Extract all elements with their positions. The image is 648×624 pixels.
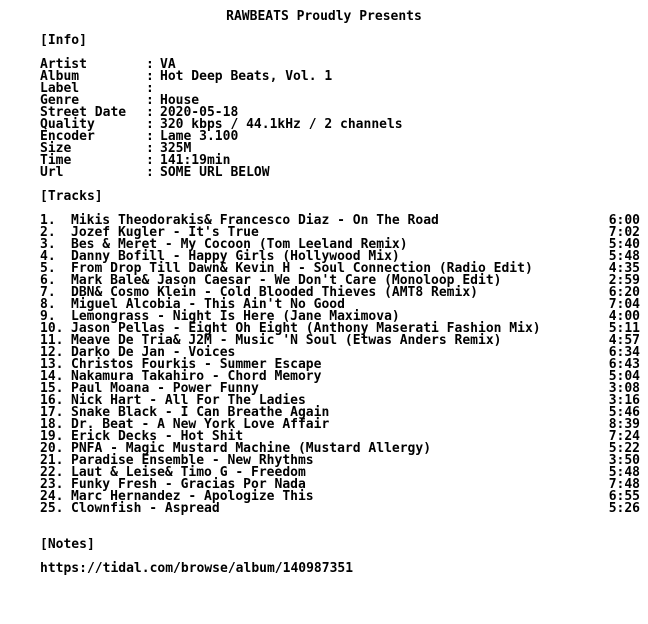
info-value: 325M: [160, 141, 192, 156]
track-number: 8.: [40, 297, 56, 312]
info-value: VA: [160, 57, 176, 72]
track-title: Miguel Alcobia - This Ain't No Good: [71, 297, 345, 312]
track-duration: 4:57: [608, 333, 640, 348]
track-duration: 6:00: [608, 213, 640, 228]
info-separator: :: [146, 117, 154, 132]
track-number: 1.: [40, 213, 56, 228]
info-key: Url: [40, 165, 64, 180]
track-title: Erick Decks - Hot Shit: [71, 429, 244, 444]
track-title: Mikis Theodorakis& Francesco Diaz - On The Road: [71, 213, 439, 228]
track-title: Dr. Beat - A New York Love Affair: [71, 417, 330, 432]
track-title: PNFA - Magic Mustard Machine (Mustard Allergy): [71, 441, 432, 456]
track-number: 25.: [40, 501, 64, 516]
info-key: Artist: [40, 57, 87, 72]
info-value: Hot Deep Beats, Vol. 1: [160, 69, 333, 84]
tracks-heading: [Tracks]: [40, 189, 103, 204]
track-duration: 7:24: [608, 429, 640, 444]
track-number: 22.: [40, 465, 64, 480]
track-duration: 6:20: [608, 285, 640, 300]
track-number: 3.: [40, 237, 56, 252]
track-duration: 3:50: [608, 453, 640, 468]
track-list: [40, 215, 640, 515]
info-table: [40, 59, 403, 179]
info-separator: :: [146, 165, 154, 180]
track-number: 6.: [40, 273, 56, 288]
info-separator: :: [146, 105, 154, 120]
info-separator: :: [146, 69, 154, 84]
track-duration: 5:11: [608, 321, 640, 336]
info-row-encoder: [40, 131, 403, 143]
track-number: 12.: [40, 345, 64, 360]
track-duration: 3:08: [608, 381, 640, 396]
track-title: DBN& Cosmo Klein - Cold Blooded Thieves (AMT8 Remix): [71, 285, 478, 300]
track-title: Marc Hernandez - Apologize This: [71, 489, 314, 504]
info-row-url: [40, 167, 403, 179]
notes-url: https://tidal.com/browse/album/140987351: [40, 561, 354, 576]
info-value: SOME URL BELOW: [160, 165, 270, 180]
track-duration: 7:02: [608, 225, 640, 240]
info-value: 141:19min: [160, 153, 231, 168]
track-number: 11.: [40, 333, 64, 348]
track-number: 7.: [40, 285, 56, 300]
track-number: 18.: [40, 417, 64, 432]
track-title: Meave De Tria& J2M - Music 'N Soul (Etwas Anders Remix): [71, 333, 502, 348]
track-number: 13.: [40, 357, 64, 372]
info-key: Time: [40, 153, 72, 168]
track-duration: 2:59: [608, 273, 640, 288]
info-separator: :: [146, 81, 154, 96]
info-value: House: [160, 93, 200, 108]
track-number: 2.: [40, 225, 56, 240]
track-number: 4.: [40, 249, 56, 264]
track-number: 9.: [40, 309, 56, 324]
track-duration: 5:48: [608, 249, 640, 264]
track-title: Nick Hart - All For The Ladies: [71, 393, 306, 408]
track-title: Funky Fresh - Gracias Por Nada: [71, 477, 306, 492]
track-title: Paul Moana - Power Funny: [71, 381, 259, 396]
notes-heading: [Notes]: [40, 537, 95, 552]
info-key: Genre: [40, 93, 80, 108]
track-duration: 7:04: [608, 297, 640, 312]
info-value: 320 kbps / 44.1kHz / 2 channels: [160, 117, 403, 132]
info-key: Quality: [40, 117, 95, 132]
info-key: Album: [40, 69, 80, 84]
track-duration: 4:00: [608, 309, 640, 324]
track-title: Jozef Kugler - It's True: [71, 225, 259, 240]
track-duration: 8:39: [608, 417, 640, 432]
track-title: Lemongrass - Night Is Here (Jane Maximova): [71, 309, 400, 324]
track-title: Darko De Jan - Voices: [71, 345, 236, 360]
track-duration: 5:40: [608, 237, 640, 252]
info-value: Lame 3.100: [160, 129, 239, 144]
track-title: Nakamura Takahiro - Chord Memory: [71, 369, 322, 384]
info-separator: :: [146, 57, 154, 72]
info-row-album: [40, 71, 403, 83]
info-value: 2020-05-18: [160, 105, 239, 120]
track-number: 16.: [40, 393, 64, 408]
info-key: Size: [40, 141, 72, 156]
info-row-label: [40, 83, 403, 95]
track-duration: 6:55: [608, 489, 640, 504]
track-title: Paradise Ensemble - New Rhythms: [71, 453, 314, 468]
track-number: 15.: [40, 381, 64, 396]
track-title: Danny Bofill - Happy Girls (Hollywood Mix): [71, 249, 400, 264]
track-duration: 5:46: [608, 405, 640, 420]
info-separator: :: [146, 129, 154, 144]
info-key: Label: [40, 81, 80, 96]
info-key: Street Date: [40, 105, 127, 120]
track-title: Christos Fourkis - Summer Escape: [71, 357, 322, 372]
track-duration: 5:22: [608, 441, 640, 456]
document-title: RAWBEATS Proudly Presents: [226, 9, 422, 24]
track-title: Snake Black - I Can Breathe Again: [71, 405, 330, 420]
track-number: 5.: [40, 261, 56, 276]
track-number: 10.: [40, 321, 64, 336]
track-number: 24.: [40, 489, 64, 504]
track-duration: 4:35: [608, 261, 640, 276]
track-number: 17.: [40, 405, 64, 420]
track-title: Bes & Meret - My Cocoon (Tom Leeland Remix): [71, 237, 408, 252]
track-number: 21.: [40, 453, 64, 468]
track-duration: 6:34: [608, 345, 640, 360]
track-number: 20.: [40, 441, 64, 456]
track-number: 19.: [40, 429, 64, 444]
track-number: 23.: [40, 477, 64, 492]
track-title: From Drop Till Dawn& Kevin H - Soul Connection (Radio Edit): [71, 261, 533, 276]
track-title: Clownfish - Aspread: [71, 501, 220, 516]
track-duration: 5:04: [608, 369, 640, 384]
track-duration: 7:48: [608, 477, 640, 492]
track-title: Jason Pellas - Eight Oh Eight (Anthony Maserati Fashion Mix): [71, 321, 541, 336]
info-heading: [Info]: [40, 33, 87, 48]
track-title: Laut & Leise& Timo G - Freedom: [71, 465, 306, 480]
track-title: Mark Bale& Jason Caesar - We Don't Care (Monoloop Edit): [71, 273, 502, 288]
track-number: 14.: [40, 369, 64, 384]
track-duration: 5:26: [608, 501, 640, 516]
info-separator: :: [146, 141, 154, 156]
track-row: [40, 503, 640, 515]
info-key: Encoder: [40, 129, 95, 144]
track-duration: 6:43: [608, 357, 640, 372]
info-separator: :: [146, 93, 154, 108]
track-duration: 5:48: [608, 465, 640, 480]
track-duration: 3:16: [608, 393, 640, 408]
info-separator: :: [146, 153, 154, 168]
